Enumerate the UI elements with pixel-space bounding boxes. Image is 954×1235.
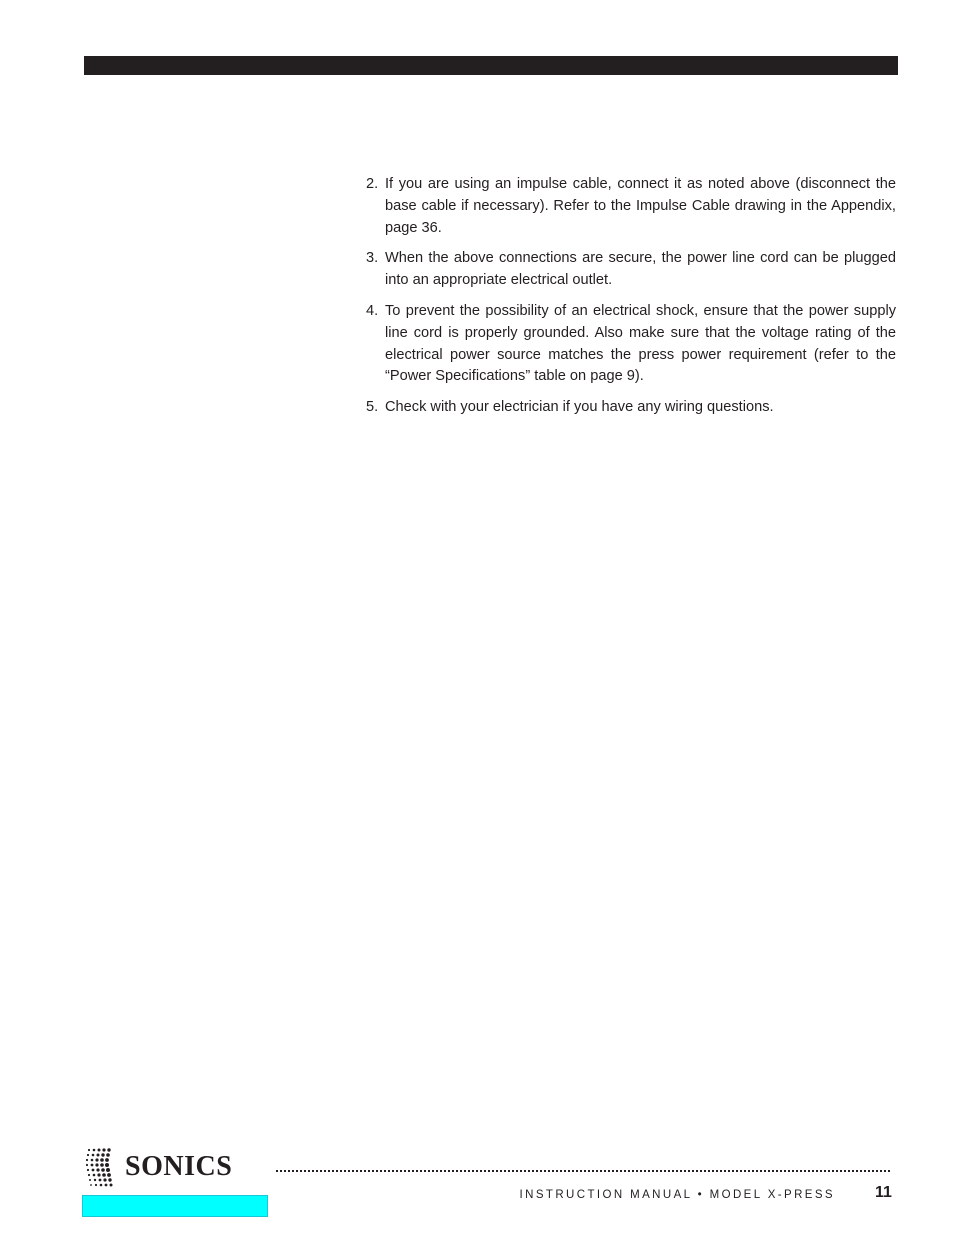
manual-title: INSTRUCTION MANUAL • MODEL X-PRESS: [519, 1189, 835, 1201]
step-text: Check with your electrician if you have any wiring questions.: [385, 399, 774, 416]
dotted-leader-line: [276, 1170, 890, 1172]
header-bar: [84, 56, 898, 75]
step-text: To prevent the possibility of an electrical shock, ensure that the power supply line cord is properly grounded. Also make sure that the voltage rating of the electrical power source matches the press power requirement (refer to the “Power Specifications” table on page 9).: [385, 302, 896, 385]
step-number: 3.: [366, 250, 379, 267]
step-item: [363, 301, 896, 388]
step-item: [363, 248, 896, 292]
highlight-box: [82, 1195, 268, 1217]
step-number: 5.: [366, 399, 379, 416]
page-number: 11: [875, 1184, 892, 1201]
sonics-dot-mark-icon: [84, 1147, 116, 1189]
step-item: [363, 397, 896, 419]
step-text: When the above connections are secure, the power line cord can be plugged into an appropriate electrical outlet.: [385, 250, 896, 289]
step-item: [363, 174, 896, 239]
instruction-steps: [363, 174, 896, 428]
sonics-logo: [84, 1147, 274, 1189]
brand-wordmark: SONICS: [125, 1151, 233, 1182]
step-number: 4.: [366, 302, 379, 319]
step-number: 2.: [366, 176, 379, 192]
step-text: If you are using an impulse cable, connect it as noted above (disconnect the base cable if necessary). Refer to the Impulse Cable drawing in the Appendix, page 36.: [385, 176, 896, 236]
